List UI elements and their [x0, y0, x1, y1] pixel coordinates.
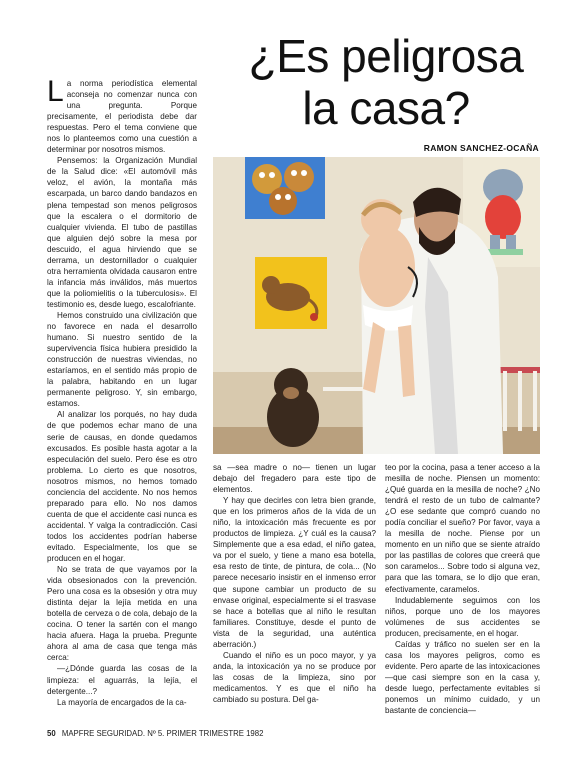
paragraph: Indudablemente seguimos con los niños, porque uno de los mayores volúmenes de sus accidentes se producen, precisamente, en el hogar.: [385, 595, 540, 638]
lead-paragraph: [47, 75, 197, 155]
paragraph: Cuando el niño es un poco mayor, y ya anda, la intoxicación ya no se produce por las cosas de la limpieza, sino por medicamentos. Y es que el niño ha cambiado su postura. Del ga-: [213, 650, 376, 704]
article-photo: [213, 157, 540, 454]
right-column: [385, 462, 540, 716]
article-title: [226, 30, 546, 134]
paragraph: Pensemos: la Organización Mundial de la Salud dice: «El automóvil más veloz, el avión, la montaña más escarpada, un barco dando bandazos en plena tempestad son menos peligrosos que la escalera o el dormitorio de cualquier vivienda. El tubo de pastillas que alguien dejó sobre la mesa por descuido, el agua hirviendo que se derrama, un destornillador o cualquier otra herramienta olvidada causaron entre la infancia más inválidos, más muertos que la poliomielitis o la tuberculosis». El testimonio es, desde luego, escalofriante.: [47, 156, 197, 309]
paragraph: sa —sea madre o no— tienen un lugar debajo del fregadero para este tipo de elementos.: [213, 463, 376, 495]
paragraph: Y hay que decirles con letra bien grande, que en los primeros años de la vida de un niño, la intoxicación más frecuente es por productos de limpieza. ¿Y cuál es la causa? Simplemente que a esa edad, el niño gatea, va por el suelo, y tiene a mano esa botella, esa resto de tinte, de pintura, de cola... (No parece necesario insistir en el inmenso error que supone cambiar un producto de su envase original, especialmente si el trasvase se hace a botellas que al niño le resultan familiares. Constituye, desde el punto de vista de la seguridad, una auténtica aberración.): [213, 496, 376, 649]
title-line-1: ¿Es peligrosa: [248, 30, 524, 82]
paragraph: teo por la cocina, pasa a tener acceso a la mesilla de noche. Piensen un momento: ¿Qué guarda en la mesilla de noche? ¿No tendrá el resto de un tubo de calmante? ¿O ese sedante que compró cuando no podía conciliar el sueño? Por favor, vaya a la mesilla de noche. Piense por un momento en un niño que se siente atraído por las pastillas de colores que creerá que son caramelos... Sobre todo si alguna vez, para que las tomara, se lo dijo que eran, efectivamente, caramelos.: [385, 463, 540, 594]
paragraph-text: a norma periodística elemental aconseja no comenzar nunca con una pregunta. Porque precisamente, el periodista debe dar respuestas. Pero el tema conviene que nos lo planteemos como una cuestión a determinar por nosotros mismos.: [47, 79, 197, 155]
author-byline: RAMON SANCHEZ-OCAÑA: [423, 143, 539, 153]
paragraph: No se trata de que vayamos por la vida obsesionados con la prevención. Pero una cosa es la obsesión y otra muy distinta dejar la lejía metida en una botella de cerveza o de cola, debajo de la cocina. O tener la sartén con el mango hacia afuera. Haga la prueba. Pregunte ahora al ama de casa que tenga más cerca:: [47, 565, 197, 663]
paragraph: La mayoría de encargados de la ca-: [57, 697, 187, 707]
paragraph: Hemos construido una civilización que no favorece en nada el desarrollo humano. Si nuestro sentido de la supervivencia física hubiera presidido la construcción de nuestras viviendas, no estaríamos, en el sentido más propio de la palabra, habitando en un lugar permanente peligroso. Y, sin embargo, estamos.: [47, 310, 197, 409]
paragraph: —¿Dónde guarda las cosas de la limpieza: el aguarrás, la lejía, el detergente...?: [47, 664, 197, 696]
dropcap: L: [47, 75, 64, 108]
page-footer: [47, 729, 263, 738]
paragraph: Al analizar los porqués, no hay duda de que podemos echar mano de una serie de causas, en donde quedamos excusados. Es posible hasta agotar a la especulación del suelo. Pero ése es otro problema. Lo cierto es que nosotros, nosotros mismos, no hemos tomado conciencia del accidente. No nos hemos preparado para ello. No nos damos cuenta de que el accidente casi nunca es accidental. Y valga la contradicción. Casi todos los accidentes podrían haberse evitado. Especialmente, los que se producen en el hogar.: [47, 410, 197, 564]
publication-info: MAPFRE SEGURIDAD. Nº 5. PRIMER TRIMESTRE 1982: [61, 729, 264, 738]
middle-column: [213, 462, 376, 705]
page-number: 50: [47, 729, 56, 738]
title-line-2: la casa?: [302, 82, 470, 134]
doctor-with-baby-photo: [213, 157, 540, 454]
left-column: [47, 75, 197, 708]
paragraph: Caídas y tráfico no suelen ser en la casa los mayores peligros, como es evidente. Pero aparte de las intoxicaciones —que casi siempre son en la casa y, desde luego, perfectamente evitables si ponemos un mínimo cuidado, y un bastante de conciencia—: [385, 639, 540, 716]
